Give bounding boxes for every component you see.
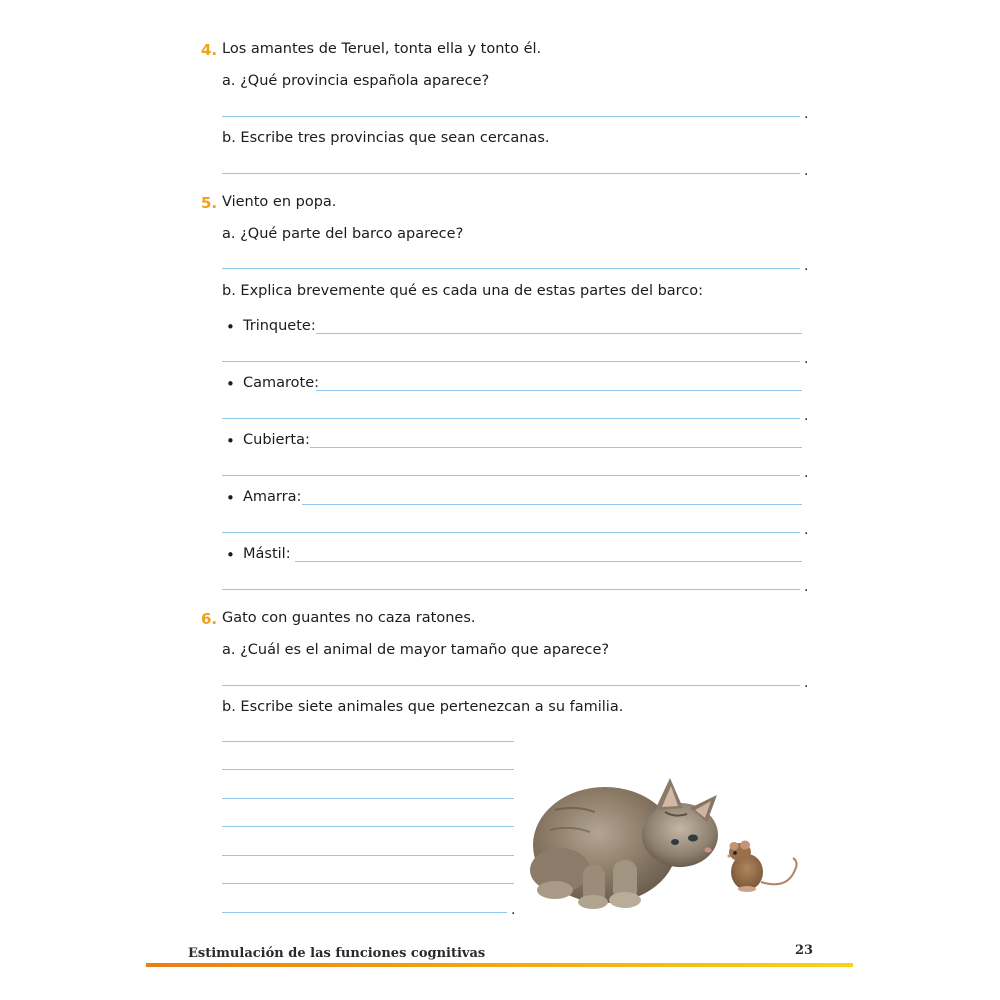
answer-line-mastil-1[interactable] [295,561,802,562]
part-label-camarote: Camarote: [243,375,320,391]
bullet: • [226,375,235,393]
answer-line-mastil-2[interactable] [222,589,800,590]
question-6b: b. Escribe siete animales que pertenezcan a su familia. [222,699,624,715]
part-label-trinquete: Trinquete: [243,318,316,334]
question-5-number: 5. [201,194,218,212]
answer-line-camarote-2[interactable] [222,418,800,419]
animal-answer-line-5[interactable] [222,855,514,856]
line-end-dot: . [804,522,809,538]
question-6a: a. ¿Cuál es el animal de mayor tamaño que aparece? [222,642,610,658]
page-number: 23 [795,943,814,958]
line-end-dot: . [804,163,809,179]
answer-line-cubierta-2[interactable] [222,475,800,476]
question-4b: b. Escribe tres provincias que sean cercanas. [222,130,550,146]
animal-answer-line-7[interactable] [222,912,507,913]
question-6-number: 6. [201,610,218,628]
line-end-dot: . [804,579,809,595]
answer-line-5a[interactable] [222,268,800,269]
answer-line-6a[interactable] [222,685,800,686]
line-end-dot: . [804,258,809,274]
animal-answer-line-1[interactable] [222,741,514,742]
animal-answer-line-2[interactable] [222,769,514,770]
part-label-mastil: Mástil: [243,546,291,562]
question-5a: a. ¿Qué parte del barco aparece? [222,226,464,242]
question-4-number: 4. [201,41,218,59]
footer-divider [146,963,853,967]
question-5b: b. Explica brevemente qué es cada una de estas partes del barco: [222,283,704,299]
footer-book-title: Estimulación de las funciones cognitivas [188,946,486,961]
answer-line-trinquete-1[interactable] [316,333,802,334]
line-end-dot: . [804,351,809,367]
question-5-text: Viento en popa. [222,194,337,210]
line-end-dot: . [804,408,809,424]
part-label-cubierta: Cubierta: [243,432,310,448]
answer-line-4b[interactable] [222,173,800,174]
question-6-text: Gato con guantes no caza ratones. [222,610,476,626]
question-4a: a. ¿Qué provincia española aparece? [222,73,490,89]
answer-line-camarote-1[interactable] [316,390,802,391]
part-label-amarra: Amarra: [243,489,302,505]
answer-line-amarra-1[interactable] [302,504,802,505]
kitten-and-mouse-photo-icon [525,750,825,920]
animal-answer-line-6[interactable] [222,883,514,884]
bullet: • [226,546,235,564]
bullet: • [226,489,235,507]
question-4-text: Los amantes de Teruel, tonta ella y tonto él. [222,41,542,57]
line-end-dot: . [804,106,809,122]
bullet: • [226,318,235,336]
animal-answer-line-4[interactable] [222,826,514,827]
answer-line-amarra-2[interactable] [222,532,800,533]
animal-answer-line-3[interactable] [222,798,514,799]
answer-line-4a[interactable] [222,116,800,117]
line-end-dot: . [804,465,809,481]
line-end-dot: . [804,675,809,691]
answer-line-cubierta-1[interactable] [310,447,802,448]
bullet: • [226,432,235,450]
answer-line-trinquete-2[interactable] [222,361,800,362]
line-end-dot: . [511,902,516,918]
